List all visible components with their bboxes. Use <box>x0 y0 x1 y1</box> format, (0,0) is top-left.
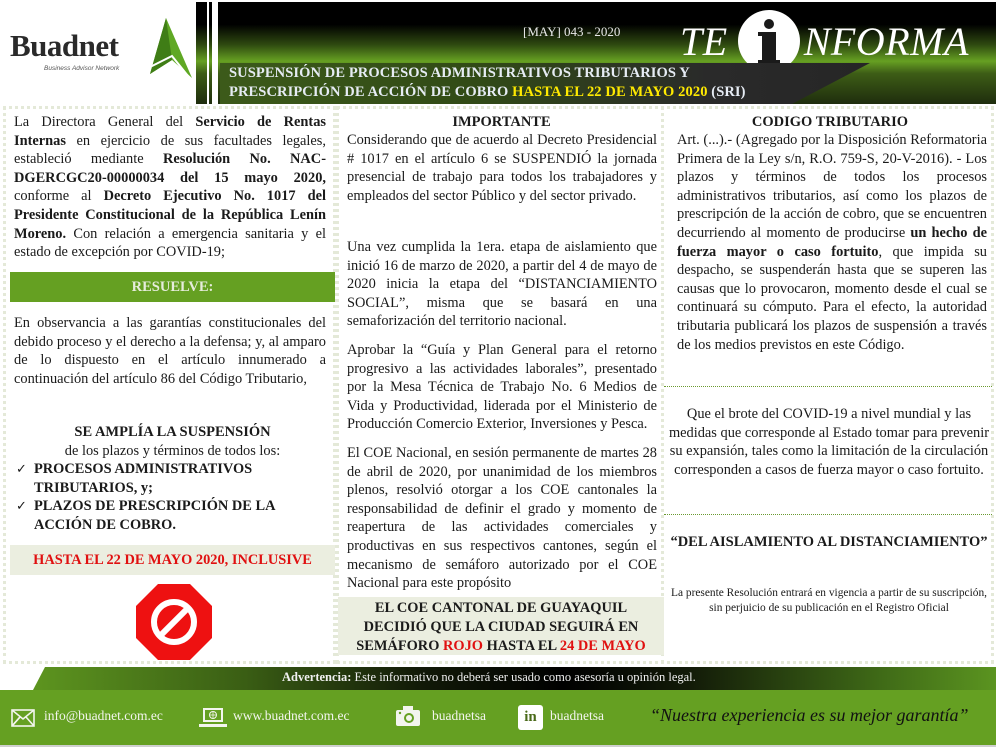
logo <box>0 0 196 105</box>
header <box>0 0 996 105</box>
page-title-line-1: SUSPENSIÓN DE PROCESOS ADMINISTRATIVOS TRIBUTARIOS Y <box>229 65 690 81</box>
check-icon: ✓ <box>16 498 27 513</box>
title-suffix: (SRI) <box>707 84 746 100</box>
importante-paragraph-1: Considerando que de acuerdo al Decreto Presidencial # 1017 en el artículo 6 se SUSPENDIÓ la jornada presencial de trabajo para todos los trabajadores y empleados del sector Público y del sector privado. <box>347 132 657 204</box>
logo-wordmark: Buadnet <box>10 28 119 63</box>
importante-paragraph-2: Una vez cumplida la 1era. etapa de aislamiento que inició 16 de marzo de 2020, a partir del 4 de mayo de 2020 inicia la etapa del “DISTANCIAMIENTO SOCIAL”, misma que se basará en una semaforización del territorio nacional. <box>347 239 657 330</box>
observancia-paragraph: En observancia a las garantías constitucionales del debido proceso y el derecho a la defensa; y, al amparo de lo dispuesto en el artículo innumerado a continuación del artículo 86 del Código Tributario, <box>14 315 326 387</box>
divider <box>664 514 992 515</box>
issue-code: [MAY] 043 - 2020 <box>523 24 621 39</box>
coe-line: SEMÁFORO ROJO HASTA EL 24 DE MAYO <box>356 638 646 654</box>
brand-title <box>680 10 969 72</box>
page-title-line-2 <box>229 84 746 101</box>
resuelve-heading: RESUELVE: <box>10 272 335 302</box>
coe-line: EL COE CANTONAL DE GUAYAQUIL <box>374 600 628 616</box>
covid-paragraph: Que el brote del COVID-19 a nivel mundial y las medidas que corresponde al Estado tomar para prevenir su expansión, tales como la limitación de la circulación corresponden a casos de fuerza mayor o caso fortuito. <box>668 406 990 478</box>
info-icon <box>738 10 800 72</box>
divider <box>664 386 992 387</box>
brand-title-left: TE <box>680 18 728 64</box>
email-link[interactable]: info@buadnet.com.ec <box>44 708 163 723</box>
instagram-link[interactable]: buadnetsa <box>432 708 486 723</box>
resolution-intro: La Directora General del Servicio de Rentas Internas en ejercicio de sus facultades legales, estableció mediante Resolución No. NAC-DGERCGC20-00000034 del 15 mayo 2020, conforme al Decreto Ejecutivo No. 1017 del Presidente Constitucional de la República Lenín Moreno. Con relación a emergencia sanitaria y el estado de excepción por COVID-19; <box>14 114 326 261</box>
website-link[interactable]: www.buadnet.com.ec <box>233 708 350 723</box>
header-stripe <box>207 2 209 104</box>
coe-guayaquil-banner <box>338 597 664 655</box>
logo-arrow-icon <box>142 18 192 82</box>
check-icon: ✓ <box>16 461 27 476</box>
title-highlight: HASTA EL 22 DE MAYO 2020 <box>512 84 708 100</box>
deadline-banner: HASTA EL 22 DE MAYO 2020, INCLUSIVE <box>10 545 335 575</box>
logo-tagline: Business Advisor Network <box>44 65 120 72</box>
codigo-tributario-article: Art. (...).- (Agregado por la Disposición Reformatoria Primera de la Ley s/n, R.O. 759-S, 20-V-2016). - Los plazos y términos de todos los procesos administrativos tributarios, así como los plazos de prescripción de la acción de cobro, que se encuentren decurriendo al momento de producirse un hecho de fuerza mayor o caso fortuito, que impida su despacho, se suspenderán hasta que se superen las causas que lo provocaron, momento desde el cual se continuará su cómputo. Para el efecto, la autoridad tributaria publicará los plazos de suspensión a través de los medios previstos en este Código. <box>677 132 987 353</box>
brand-title-right: NFORMA <box>803 18 969 64</box>
slogan: “Nuestra experiencia es su mejor garantía” <box>650 705 969 725</box>
title-text: PRESCRIPCIÓN DE ACCIÓN DE COBRO <box>229 84 513 100</box>
importante-paragraph-4: El COE Nacional, en sesión permanente de martes 28 de abril de 2020, por unanimidad de los miembros plenos, resolvió otorgar a los COE cantonales la responsabilidad de definir el grado y momento de reapertura de las actividades comerciales y productivas en sus respectivos cantones, según el mecanismo de semáforo autorizado por el COE Nacional para este propósito <box>347 445 657 592</box>
amplia-heading: SE AMPLÍA LA SUSPENSIÓN <box>74 424 271 440</box>
checklist-item: ✓ PLAZOS DE PRESCRIPCIÓN DE LA ACCIÓN DE COBRO. <box>16 498 275 533</box>
mail-icon <box>11 709 35 727</box>
codigo-tributario-heading: CODIGO TRIBUTARIO <box>751 114 909 130</box>
semaforo-rojo: ROJO <box>443 638 483 654</box>
website-icon <box>198 707 228 729</box>
vigencia-note: La presente Resolución entrará en vigencia a partir de su suscripción, sin perjuicio de su publicación en el Registro Oficial <box>671 587 987 614</box>
importante-paragraph-3: Aprobar la “Guía y Plan General para el retorno progresivo a las actividades laborales”, presentado por la Mesa Técnica de Trabajo No. 6 Medios de Vida y Productividad, liderada por el Ministerio de Producción Comercio Exterior, Inversiones y Pesca. <box>347 342 657 433</box>
header-stripe <box>212 2 218 104</box>
stop-sign-icon <box>135 583 213 661</box>
coe-date: 24 DE MAYO <box>559 638 646 654</box>
importante-heading: IMPORTANTE <box>452 114 551 130</box>
linkedin-icon: in <box>518 705 543 730</box>
amplia-subheading: de los plazos y términos de todos los: <box>64 443 281 459</box>
suspension-checklist <box>16 460 326 534</box>
coe-line: DECIDIÓ QUE LA CIUDAD SEGUIRÁ EN <box>363 619 639 635</box>
linkedin-link[interactable]: buadnetsa <box>550 708 604 723</box>
checklist-item: ✓ PROCESOS ADMINISTRATIVOS TRIBUTARIOS, y; <box>16 461 253 496</box>
aislamiento-heading: “DEL AISLAMIENTO AL DISTANCIAMIENTO” <box>670 534 988 550</box>
camera-icon <box>395 705 421 727</box>
warning-text: Advertencia: Este informativo no deberá ser usado como asesoría u opinión legal. <box>282 670 696 684</box>
